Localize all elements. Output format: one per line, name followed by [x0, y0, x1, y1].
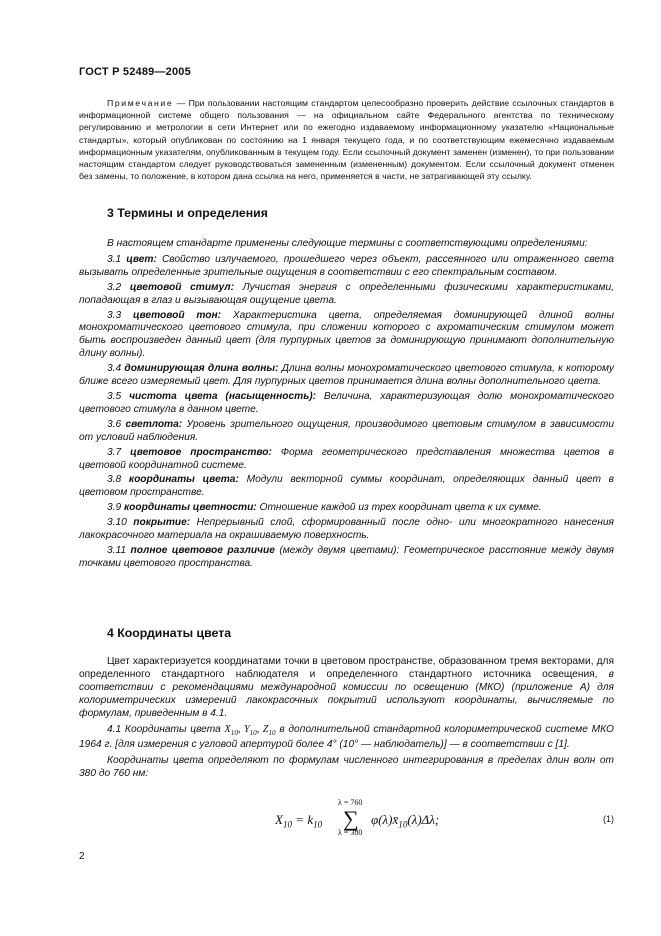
term-name: цветовой стимул:	[129, 281, 234, 293]
note-lead: Примечание	[107, 98, 174, 108]
section-4-paragraph-1: Цвет характеризуется координатами точки в цветовом пространстве, образованном тремя векторами, для определенного стандартного наблюдателя и определенного стандартного источника освещения, в соответствии с рекомендациями международной комиссии по освещению (МКО) (приложение А) для колориметрических измерений лакокрасочных покрытий используют координаты, вычисляемые по формулам, приведенным в 4.1.	[79, 656, 614, 719]
term-name: полное цветовое различие	[130, 544, 275, 556]
term-name: цветовое пространство:	[130, 446, 272, 458]
term-definition: 3.3 цветовой тон: Характеристика цвета, определяемая доминирующей длиной волны монохроматического цветового стимула, при сложении которого с ахроматическим стимулом может быть воспроизведен данный цвет (для пурпурных цветов за доминирующую принимают дополнительную длину волны).	[79, 309, 614, 360]
term-name: координаты цветности:	[124, 502, 257, 514]
term-definition: 3.9 координаты цветности: Отношение каждой из трех координат цвета к их сумме.	[107, 502, 542, 514]
term-name: чистота цвета (насыщенность):	[129, 390, 317, 402]
document-header: ГОСТ Р 52489—2005	[79, 66, 191, 78]
term-definition: 3.10 покрытие: Непрерывный слой, сформированный после одно- или многократного нанесения лакокрасочного материала на окрашиваемую поверхность.	[79, 517, 614, 542]
term-definition: 3.1 цвет: Свойство излучаемого, прошедшего через объект, рассеянного или отраженного света вызывать определенные зрительные ощущения в соответствии с его спектральным составом.	[79, 253, 614, 278]
term-definition: 3.7 цветовое пространство: Форма геометрического представления множества цветов в цветовой координатной системе.	[79, 446, 614, 471]
terms-list	[79, 254, 614, 571]
term-name: светлота:	[125, 418, 183, 430]
section-4-body	[79, 656, 614, 781]
term-definition: 3.11 полное цветовое различие (между двумя цветами): Геометрическое расстояние между двумя точками цветового пространства.	[79, 544, 614, 569]
section-4-paragraph-3: Координаты цвета определяют по формулам численного интегрирования в пределах длин волн от 380 до 760 нм:	[79, 755, 614, 780]
term-definition: 3.4 доминирующая длина волны: Длина волны монохроматического цветового стимула, к которому ближе всего измеряемый цвет. Для пурпурных цветов принимается длина волны дополнительного цвета.	[79, 363, 614, 388]
term-definition: 3.8 координаты цвета: Модули векторной суммы координат, определяющих данный цвет в цветовом пространстве.	[79, 474, 615, 499]
formula-1: $X_{10} = k_{10}$ λ = 760 ∑ λ = 380 $\varphi(\lambda)x̄_{10}(\lambda)\Delta\lambda$;	[275, 798, 440, 837]
equation-number: (1)	[603, 814, 614, 824]
section-3-title: 3 Термины и определения	[107, 206, 268, 220]
note-paragraph	[79, 97, 614, 182]
term-definition: 3.6 светлота: Уровень зрительного ощущения, производимого цветовым стимулом в зависимости от условий наблюдения.	[79, 418, 614, 443]
term-name: цвет:	[126, 253, 157, 265]
sum-sign: ∑	[343, 806, 359, 831]
section-4-title: 4 Координаты цвета	[107, 626, 232, 640]
term-name: цветовой тон:	[132, 309, 222, 321]
term-name: координаты цвета:	[128, 474, 239, 486]
section-4-paragraph-2: 4.1 Координаты цвета $X_{10}$, $Y_{10}$, $Z_{10}$ в дополнительной стандартной колориметрической системе МКО 1964 г. [для измерения с угловой апертурой более 4° (10° — наблюдатель)] — в соответствии с [1].	[79, 723, 614, 751]
term-name: доминирующая длина волны:	[124, 363, 279, 375]
term-name: покрытие:	[133, 517, 191, 529]
section-3-intro: В настоящем стандарте применены следующие термины с соответствующими определениями:	[107, 238, 588, 249]
term-definition: 3.2 цветовой стимул: Лучистая энергия с определенными физическими характеристиками, попадающая в глаз и вызывающая ощущение цвета.	[79, 281, 614, 306]
page-number: 2	[79, 851, 85, 862]
term-definition: 3.5 чистота цвета (насыщенность): Величина, характеризующая долю монохроматического цветового стимула в данном цвете.	[79, 390, 614, 415]
section-3-body	[79, 238, 614, 573]
note-text: — При пользовании настоящим стандартом целесообразно проверить действие ссылочных стандартов в информационной системе общего пользования — на официальном сайте Федерального агентства по техническому регулированию и метрологии в сети Интернет или по ежегодно издаваемому информационному указателю «Национальные стандарты», который опубликован по состоянию на 1 января текущего года, и по соответствующим ежемесячно издаваемым информационным указателям, опубликованным в текущем году. Если ссылочный документ заменен (изменен), то при пользовании настоящим стандартом следует руководствоваться замененным (измененным) документом. Если ссылочный документ отменен без замены, то положение, в котором дана ссылка на него, применяется в части, не затрагивающей эту ссылку.	[79, 98, 615, 182]
